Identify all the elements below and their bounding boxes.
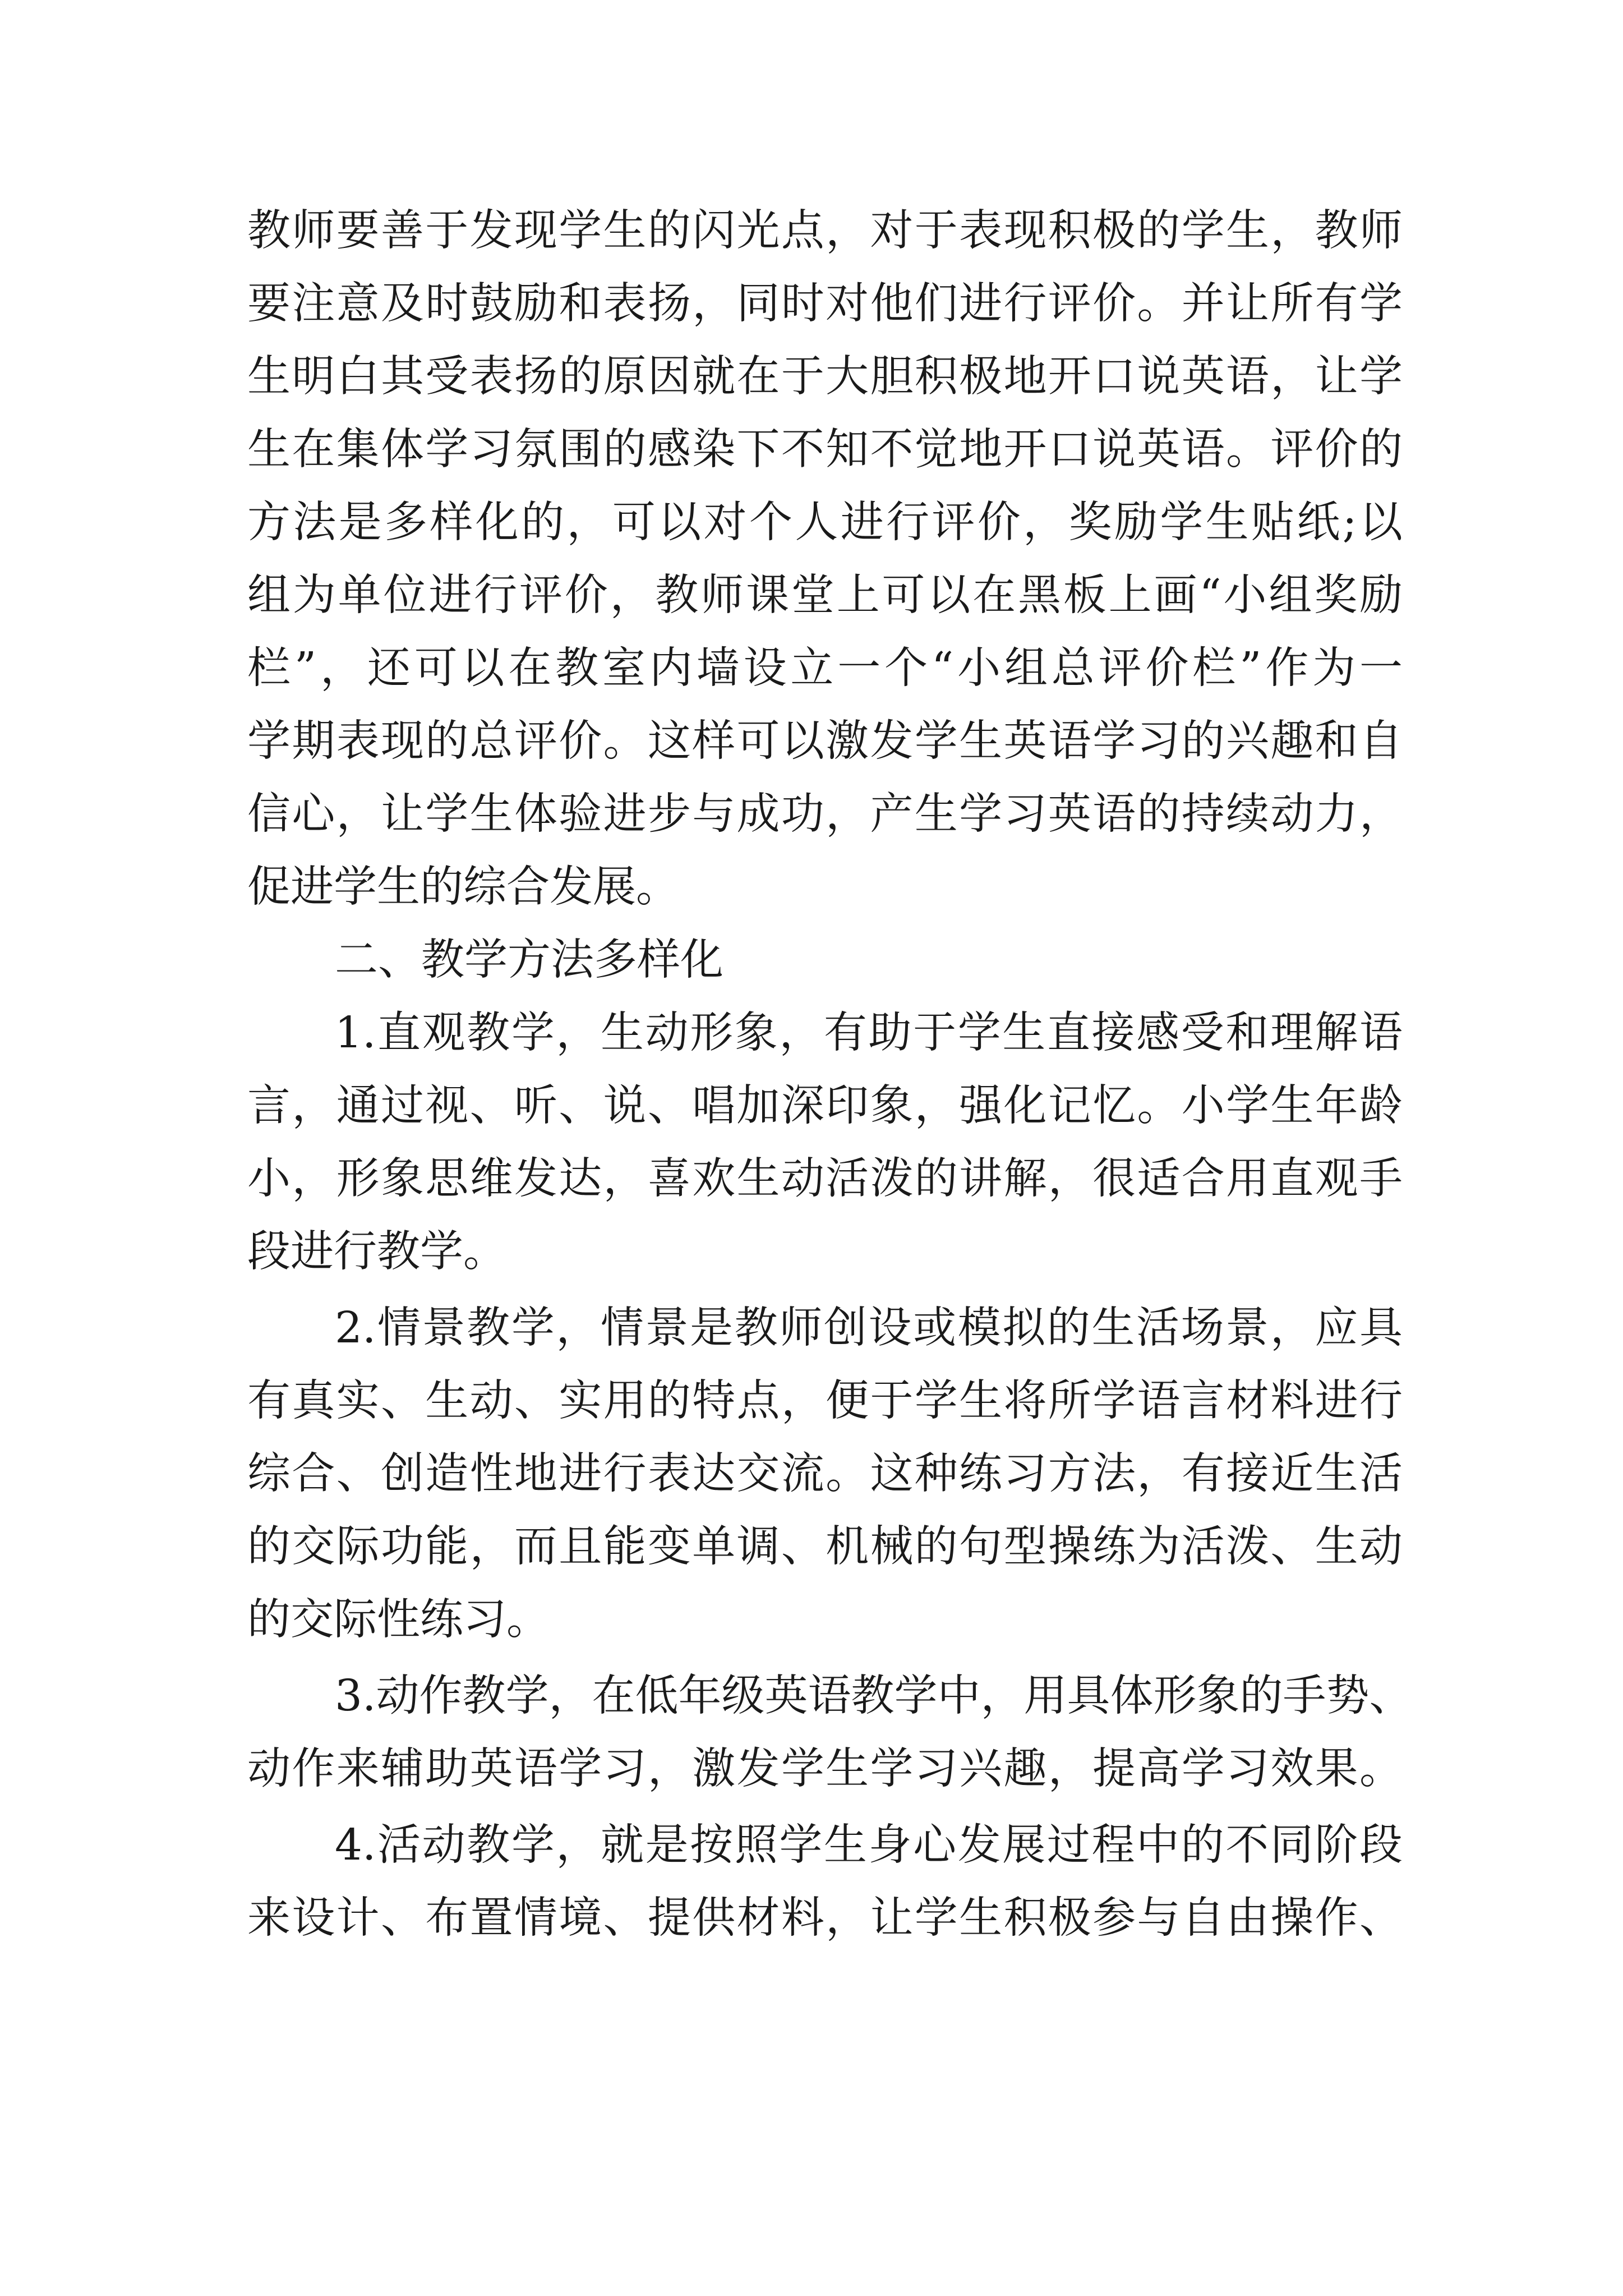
text-line: 有真实、生动、实用的特点，便于学生将所学语言材料进行 xyxy=(247,1376,1403,1426)
text-line: 信心，让学生体验进步与成功，产生学习英语的持续动力， xyxy=(247,789,1403,839)
text-line: 要注意及时鼓励和表扬，同时对他们进行评价。并让所有学 xyxy=(247,279,1403,329)
text-line: 学期表现的总评价。这样可以激发学生英语学习的兴趣和自 xyxy=(247,716,1403,766)
text-line: 促进学生的综合发展。 xyxy=(247,862,679,912)
text-line: 小，形象思维发达，喜欢生动活泼的讲解，很适合用直观手 xyxy=(247,1154,1403,1204)
text-line: 方法是多样化的，可以对个人进行评价，奖励学生贴纸;以 xyxy=(247,498,1403,547)
text-line: 综合、创造性地进行表达交流。这种练习方法，有接近生活 xyxy=(247,1449,1403,1499)
text-line: 的交际性练习。 xyxy=(247,1595,550,1645)
text-line: 1.直观教学，生动形象，有助于学生直接感受和理解语 xyxy=(335,1008,1403,1058)
text-line: 2.情景教学，情景是教师创设或模拟的生活场景，应具 xyxy=(335,1303,1403,1353)
section-heading: 二、教学方法多样化 xyxy=(335,935,723,985)
text-line: 教师要善于发现学生的闪光点，对于表现积极的学生，教师 xyxy=(247,206,1403,256)
text-line: 段进行教学。 xyxy=(247,1227,506,1277)
text-line: 生明白其受表扬的原因就在于大胆积极地开口说英语，让学 xyxy=(247,352,1403,402)
text-line: 组为单位进行评价，教师课堂上可以在黑板上画“小组奖励 xyxy=(247,570,1403,620)
text-line: 4.活动教学，就是按照学生身心发展过程中的不同阶段 xyxy=(335,1820,1403,1870)
text-line: 3.动作教学，在低年级英语教学中，用具体形象的手势、 xyxy=(335,1671,1413,1721)
text-line: 栏”，还可以在教室内墙设立一个“小组总评价栏”作为一 xyxy=(247,643,1403,693)
text-line: 生在集体学习氛围的感染下不知不觉地开口说英语。评价的 xyxy=(247,425,1403,475)
text-line: 动作来辅助英语学习，激发学生学习兴趣，提高学习效果。 xyxy=(247,1744,1403,1794)
text-line: 言，通过视、听、说、唱加深印象，强化记忆。小学生年龄 xyxy=(247,1081,1403,1131)
text-line: 来设计、布置情境、提供材料，让学生积极参与自由操作、 xyxy=(247,1893,1403,1943)
text-line: 的交际功能，而且能变单调、机械的句型操练为活泼、生动 xyxy=(247,1522,1403,1572)
